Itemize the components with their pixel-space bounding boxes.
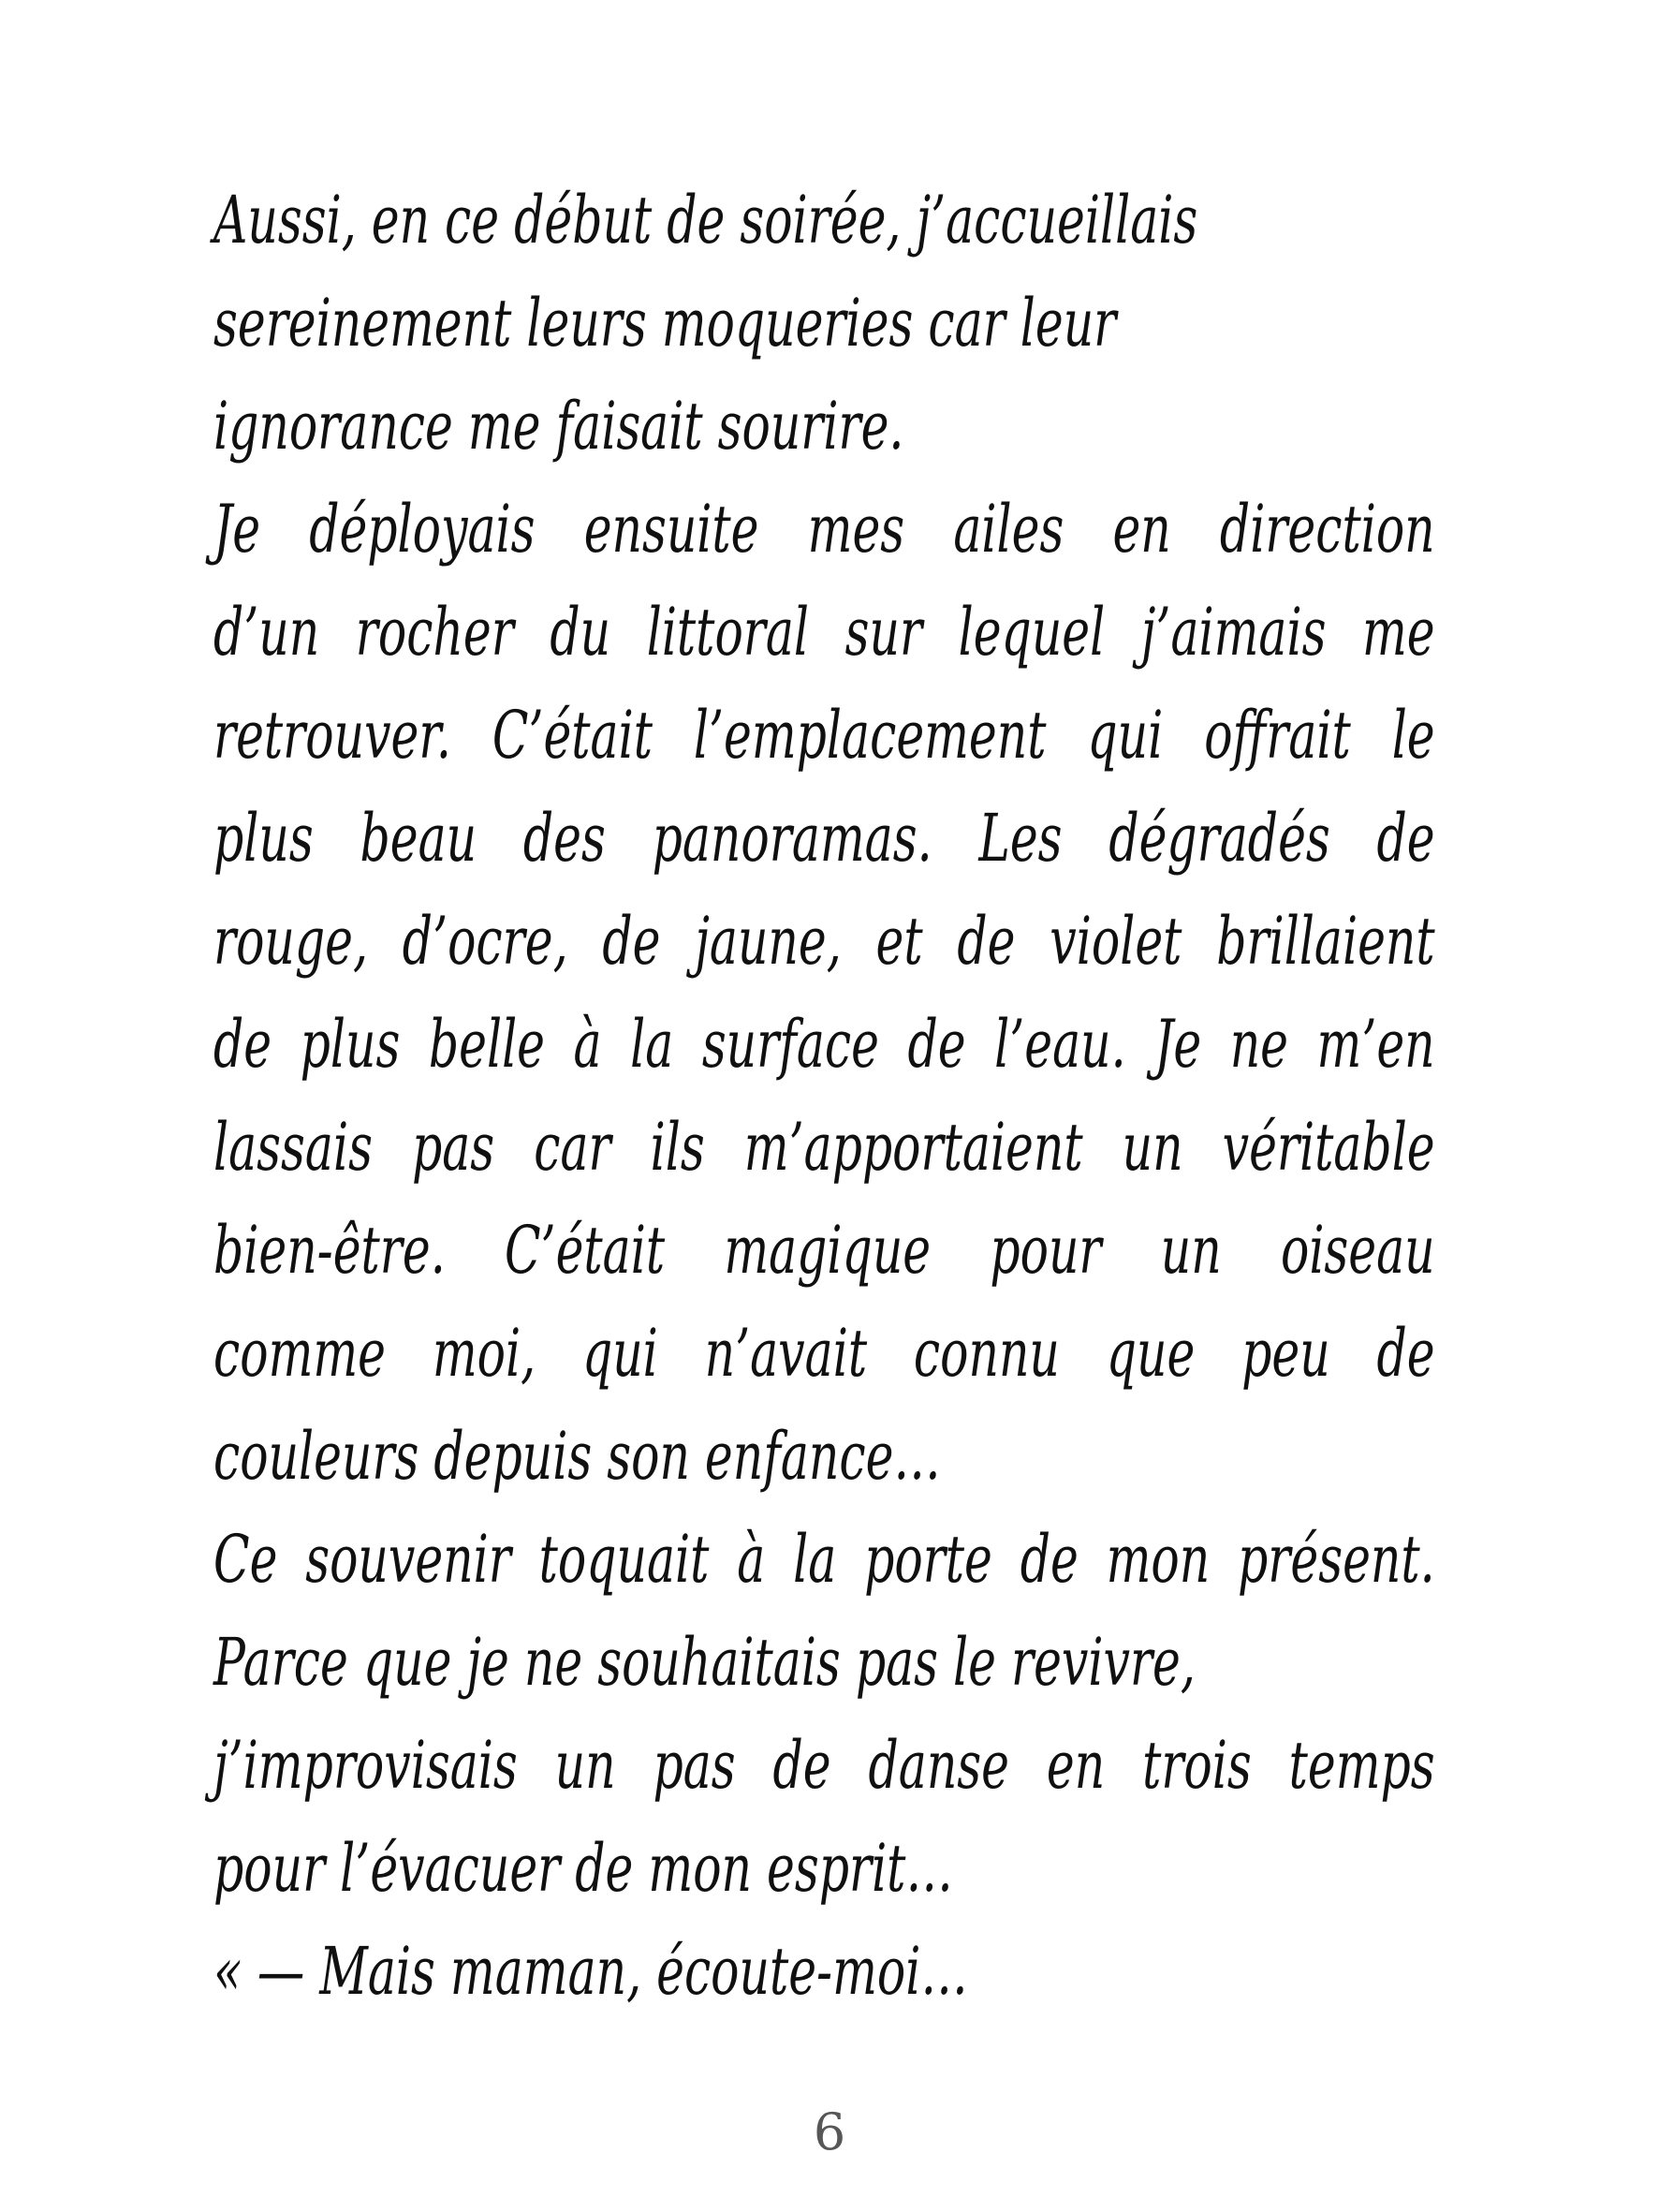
text-line: bien-être. C’était magique pour un oiseau: [213, 1212, 1435, 1289]
text-line: Je déployais ensuite mes ailes en direction: [213, 491, 1435, 568]
text-line: lassais pas car ils m’apportaient un véritable: [213, 1109, 1435, 1186]
text-line: ignorance me faisait sourire.: [213, 388, 904, 465]
text-line: rouge, d’ocre, de jaune, et de violet brillaient: [213, 903, 1435, 980]
text-line: retrouver. C’était l’emplacement qui offrait le: [213, 697, 1435, 774]
body-text: [213, 169, 1435, 2023]
text-line: couleurs depuis son enfance…: [213, 1418, 941, 1495]
text-line: plus beau des panoramas. Les dégradés de: [213, 800, 1435, 877]
text-line: comme moi, qui n’avait connu que peu de: [213, 1315, 1435, 1392]
text-line: Ce souvenir toquait à la porte de mon présent.: [213, 1521, 1435, 1598]
text-line: Parce que je ne souhaitais pas le revivre,: [213, 1624, 1196, 1701]
text-line: d’un rocher du littoral sur lequel j’aimais me: [213, 594, 1435, 671]
text-line: Aussi, en ce début de soirée, j’accueillais: [213, 182, 1198, 258]
text-line: de plus belle à la surface de l’eau. Je ne m’en: [213, 1006, 1435, 1083]
text-line: « — Mais maman, écoute-moi…: [213, 1933, 968, 2010]
text-line: j’improvisais un pas de danse en trois temps: [213, 1727, 1435, 1804]
page-number: 6: [813, 2102, 846, 2161]
text-line: sereinement leurs moqueries car leur: [213, 285, 1117, 361]
text-line: pour l’évacuer de mon esprit…: [213, 1830, 953, 1907]
